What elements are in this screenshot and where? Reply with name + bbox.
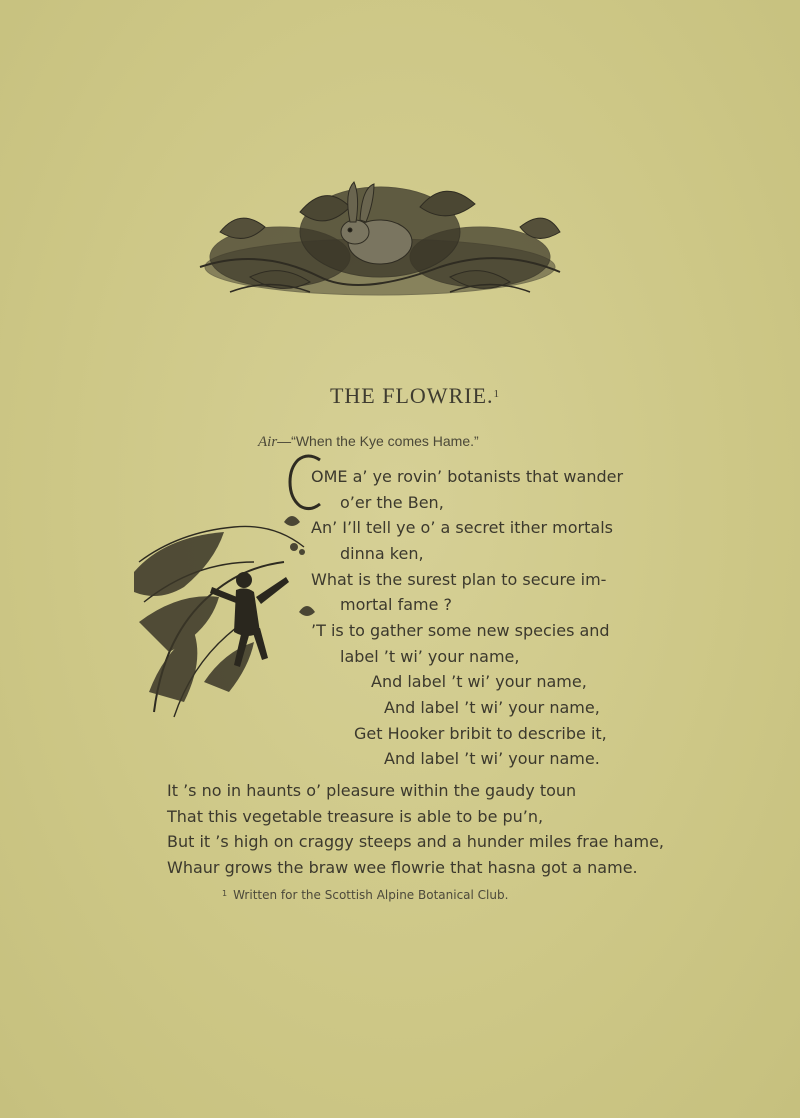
headpiece-rabbit-foliage-illustration (190, 172, 570, 322)
verse-one-line: And label ’t wi’ your name. (384, 749, 600, 768)
verse-one-line: And label ’t wi’ your name, (384, 698, 600, 717)
verse-one-line: And label ’t wi’ your name, (371, 672, 587, 691)
title-footnote-mark: 1 (493, 388, 501, 400)
air-line (258, 433, 479, 451)
air-label: Air (258, 434, 278, 450)
verse-two-line: That this vegetable treasure is able to be pu’n, (167, 807, 544, 826)
air-tune: —“When the Kye comes Hame.” (277, 433, 479, 449)
verse-one-line: dinna ken, (340, 544, 424, 563)
footnote (222, 888, 508, 902)
verse-one-line: label ’t wi’ your name, (340, 647, 520, 666)
verse-two-line: Whaur grows the braw wee flowrie that hasna got a name. (167, 858, 638, 877)
verse-one-line: OME a’ ye rovin’ botanists that wander (311, 467, 624, 486)
verse-two-line: It ’s no in haunts o’ pleasure within the gaudy toun (167, 781, 577, 800)
verse-one-line: o’er the Ben, (340, 493, 444, 512)
verse-one-line: An’ I’ll tell ye o’ a secret ither mortals (311, 518, 613, 537)
verse-one-line: What is the surest plan to secure im- (311, 570, 607, 589)
verse-one-line: ’T is to gather some new species and (311, 621, 610, 640)
verse-two-line: But it ’s high on craggy steeps and a hunder miles frae hame, (167, 832, 665, 851)
verse-one-line: mortal fame ? (340, 595, 453, 614)
poem-title: THE FLOWRIE.$^1$ (329, 383, 501, 408)
footnote-mark: 1 (222, 889, 228, 898)
footnote-text: Written for the Scottish Alpine Botanical Club. (233, 888, 509, 902)
verse-one-line: Get Hooker bribit to describe it, (354, 724, 607, 743)
